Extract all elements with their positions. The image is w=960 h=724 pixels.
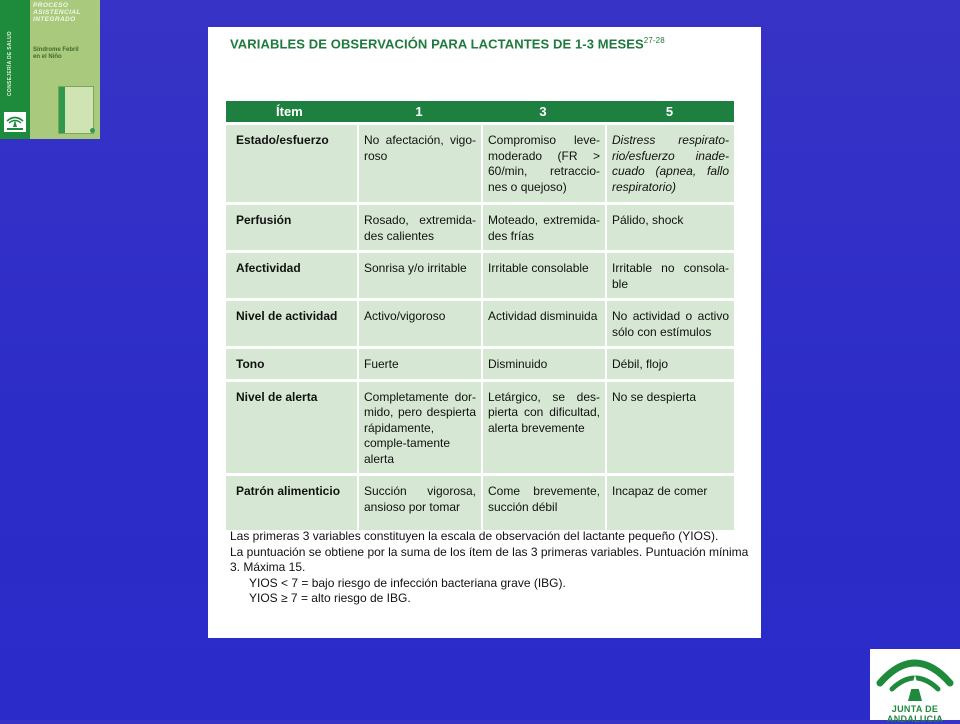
table-row: [226, 202, 734, 250]
table-cell: Irritable consolable: [481, 250, 605, 298]
table-cell: Afectividad: [226, 250, 357, 298]
junta-emblem-icon: [870, 649, 960, 705]
table-cell: Succión vigorosa, ansioso por tomar: [357, 473, 481, 530]
table-cell: Pálido, shock: [605, 202, 734, 250]
table-row: [226, 473, 734, 530]
table-cell: Perfusión: [226, 202, 357, 250]
table-header-cell: 5: [605, 101, 734, 122]
table-header-cell: Ítem: [226, 101, 357, 122]
table-header-row: [226, 101, 734, 122]
junta-logo-text: JUNTA DE ANDALUCIA: [886, 704, 944, 724]
table-cell: Nivel de alerta: [226, 379, 357, 474]
note-line: La puntuación se obtiene por la suma de los ítem de las 3 primeras variables. Puntuación mínima 3. Máxima 15.: [230, 544, 749, 574]
table-cell: Fuerte: [357, 346, 481, 379]
table-cell: Disminuido: [481, 346, 605, 379]
table-cell: No se despierta: [605, 379, 734, 474]
book-cover-thumbnail: [0, 0, 100, 139]
table-row: [226, 298, 734, 346]
book-cover-dot: [90, 128, 95, 133]
table-cell: Activo/vigoroso: [357, 298, 481, 346]
table-cell: Distress respirato-rio/esfuerzo inade-cuado (apnea, fallo respiratorio): [605, 122, 734, 202]
table-cell: Débil, flojo: [605, 346, 734, 379]
book-subtitle: Síndrome Febril en el Niño: [33, 47, 79, 60]
table-row: [226, 250, 734, 298]
table-cell: Estado/esfuerzo: [226, 122, 357, 202]
table-row: [226, 122, 734, 202]
table-notes: [230, 529, 760, 607]
table-cell: No actividad o activo sólo con estímulos: [605, 298, 734, 346]
junta-de-andalucia-logo: [870, 649, 960, 724]
table-row: [226, 379, 734, 474]
table-cell: Patrón alimenticio: [226, 473, 357, 530]
book-cover-inset-image: [58, 86, 94, 134]
table-cell: Tono: [226, 346, 357, 379]
document-page: [208, 27, 761, 638]
note-line: YIOS ≥ 7 = alto riesgo de IBG.: [249, 591, 411, 605]
table-cell: Incapaz de comer: [605, 473, 734, 530]
table-cell: Rosado, extremida-des calientes: [357, 202, 481, 250]
title-reference: 27-28: [643, 36, 665, 45]
table-cell: Sonrisa y/o irritable: [357, 250, 481, 298]
book-title: PROCESO ASISTENCIAL INTEGRADO: [33, 2, 81, 23]
book-spine-text: CONSEJERÍA DE SALUD: [7, 31, 13, 96]
table-cell: No afectación, vigo-roso: [357, 122, 481, 202]
junta-logo-small-icon: [4, 112, 26, 132]
table-cell: Completamente dor-mido, pero despierta rápidamente, comple-tamente alerta: [357, 379, 481, 474]
table-cell: Nivel de actividad: [226, 298, 357, 346]
table-cell: Moteado, extremida-des frías: [481, 202, 605, 250]
table-cell: Letárgico, se des-pierta con dificultad, alerta brevemente: [481, 379, 605, 474]
note-line: YIOS < 7 = bajo riesgo de infección bacteriana grave (IBG).: [249, 575, 566, 590]
table-cell: Actividad disminuida: [481, 298, 605, 346]
table-cell: Compromiso leve-moderado (FR > 60/min, retraccio-nes o quejoso): [481, 122, 605, 202]
note-line: Las primeras 3 variables constituyen la escala de observación del lactante pequeño (YIOS).: [230, 529, 719, 543]
observation-table: [226, 101, 734, 530]
table-row: [226, 346, 734, 379]
document-title: VARIABLES DE OBSERVACIÓN PARA LACTANTES DE 1-3 MESES$^{27-28}$: [230, 36, 665, 52]
table-cell: Come brevemente, succión débil: [481, 473, 605, 530]
table-header-cell: 3: [481, 101, 605, 122]
table-header-cell: 1: [357, 101, 481, 122]
table-cell: Irritable no consola-ble: [605, 250, 734, 298]
